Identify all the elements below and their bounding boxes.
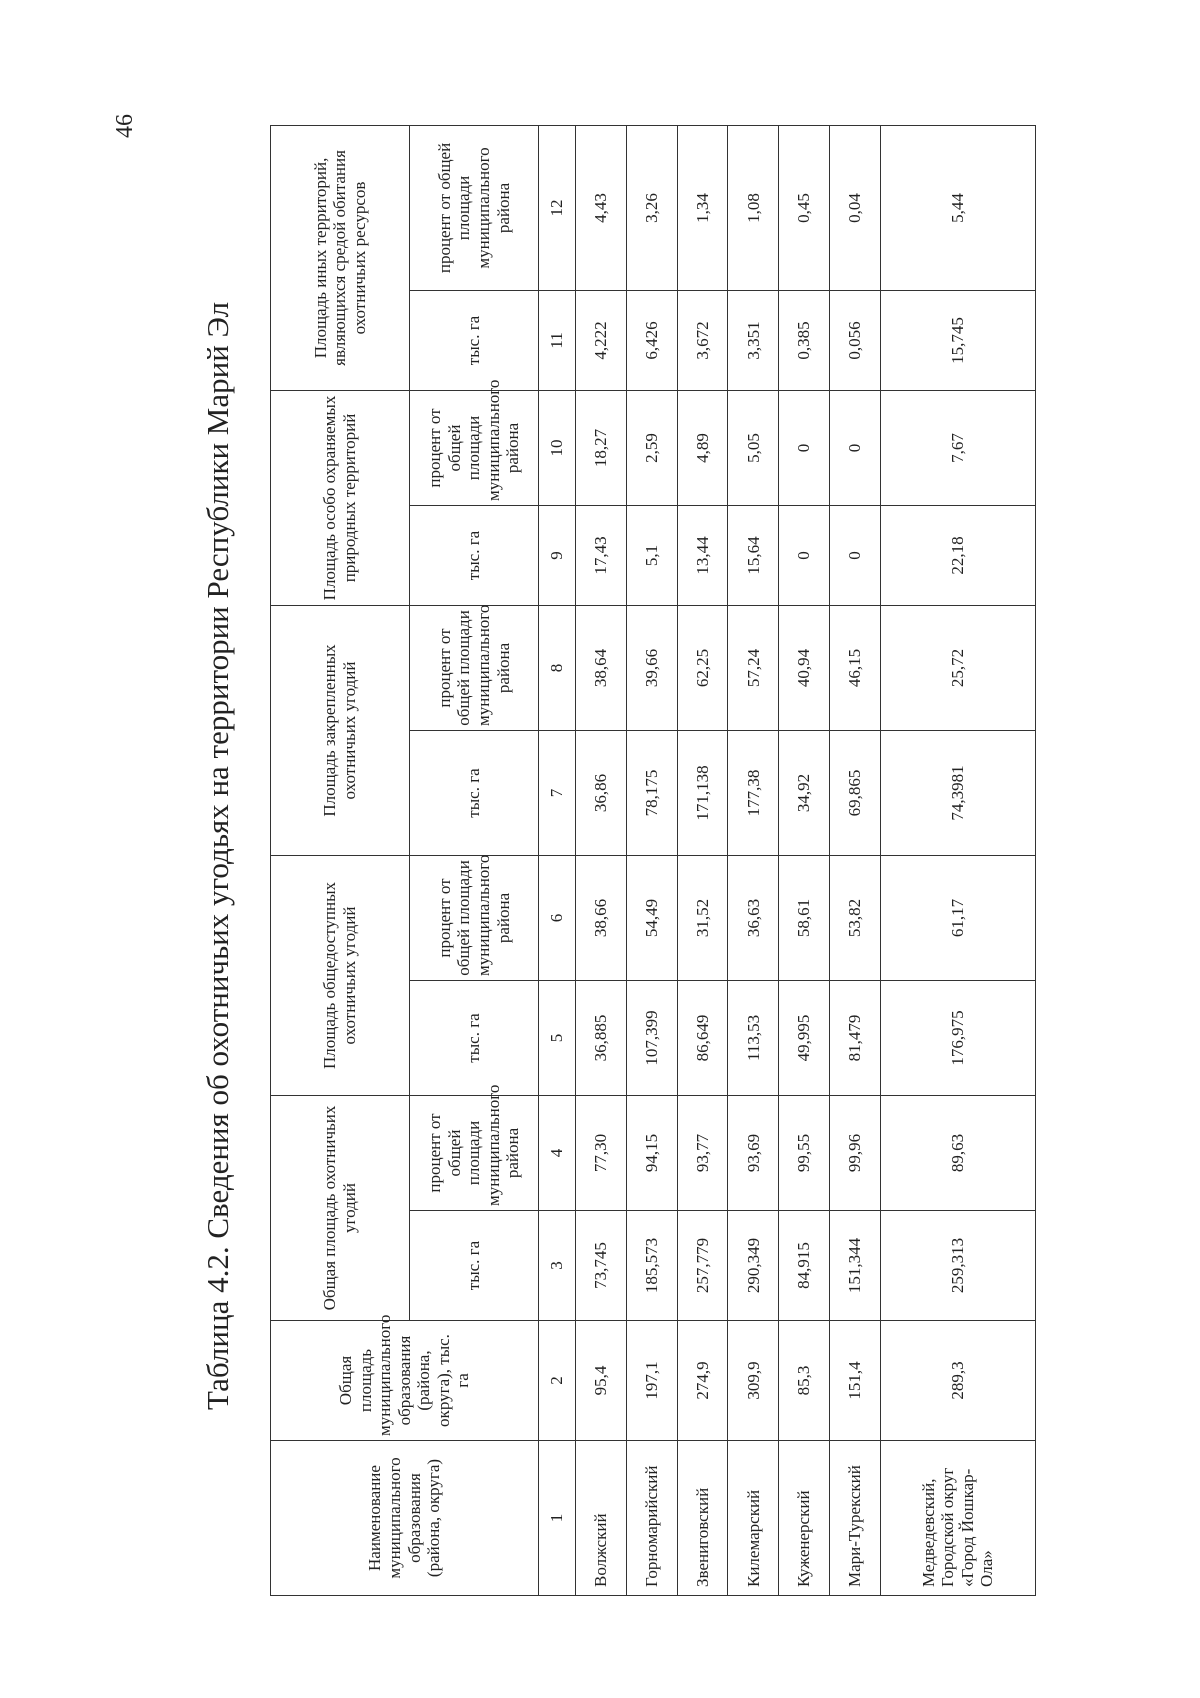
row-municipality-name: Волжский [576, 1441, 627, 1596]
row-municipality-name: Медведевский, Городской округ «Город Йошкар-Ола» [880, 1441, 1035, 1596]
header-group-public-hunting: Площадь общедоступных охотничьих угодий [271, 855, 410, 1095]
column-number: 10 [539, 390, 576, 505]
table-cell: 0 [829, 505, 880, 605]
table-cell: 6,426 [626, 290, 677, 390]
column-number: 4 [539, 1095, 576, 1210]
subheader-area: тыс. га [410, 730, 539, 855]
table-cell: 93,77 [677, 1095, 728, 1210]
table-cell: 36,885 [576, 980, 627, 1095]
table-row [829, 125, 880, 1595]
row-municipality-name: Звениговский [677, 1441, 728, 1596]
table-cell: 39,66 [626, 605, 677, 730]
table-cell: 0,385 [779, 290, 830, 390]
table-cell: 259,313 [880, 1211, 1035, 1321]
table-cell: 34,92 [779, 730, 830, 855]
table-cell: 46,15 [829, 605, 880, 730]
table-cell: 18,27 [576, 390, 627, 505]
table-cell: 7,67 [880, 390, 1035, 505]
table-cell: 73,745 [576, 1211, 627, 1321]
table-cell: 86,649 [677, 980, 728, 1095]
table-cell: 1,34 [677, 125, 728, 290]
table-cell: 85,3 [779, 1321, 830, 1441]
table-cell: 78,175 [626, 730, 677, 855]
column-number: 5 [539, 980, 576, 1095]
hunting-grounds-table [270, 125, 1036, 1596]
table-cell: 74,3981 [880, 730, 1035, 855]
subheader-percent: процент от общей площади муниципального района [410, 390, 539, 505]
table-cell: 151,4 [829, 1321, 880, 1441]
table-cell: 257,779 [677, 1211, 728, 1321]
table-cell: 13,44 [677, 505, 728, 605]
column-number: 11 [539, 290, 576, 390]
subheader-area: тыс. га [410, 1211, 539, 1321]
table-cell: 99,96 [829, 1095, 880, 1210]
table-cell: 0 [779, 390, 830, 505]
table-row [576, 125, 627, 1595]
table-cell: 15,745 [880, 290, 1035, 390]
table-cell: 4,43 [576, 125, 627, 290]
table-cell: 81,479 [829, 980, 880, 1095]
row-municipality-name: Куженерский [779, 1441, 830, 1596]
table-cell: 5,05 [728, 390, 779, 505]
table-cell: 54,49 [626, 855, 677, 980]
table-cell: 99,55 [779, 1095, 830, 1210]
table-cell: 3,26 [626, 125, 677, 290]
table-cell: 290,349 [728, 1211, 779, 1321]
table-cell: 185,573 [626, 1211, 677, 1321]
page-number: 46 [112, 114, 138, 138]
table-cell: 5,44 [880, 125, 1035, 290]
table-cell: 289,3 [880, 1321, 1035, 1441]
table-cell: 3,351 [728, 290, 779, 390]
table-cell: 309,9 [728, 1321, 779, 1441]
table-cell: 274,9 [677, 1321, 728, 1441]
table-cell: 171,138 [677, 730, 728, 855]
subheader-percent: процент от общей площади муниципального района [410, 1095, 539, 1210]
header-group-assigned-hunting: Площадь закрепленных охотничьих угодий [271, 605, 410, 855]
column-number: 7 [539, 730, 576, 855]
table-cell: 0,056 [829, 290, 880, 390]
table-row [626, 125, 677, 1595]
table-cell: 49,995 [779, 980, 830, 1095]
table-cell: 2,59 [626, 390, 677, 505]
table-cell: 4,89 [677, 390, 728, 505]
table-row [728, 125, 779, 1595]
table-cell: 176,975 [880, 980, 1035, 1095]
table-cell: 0 [779, 505, 830, 605]
table-cell: 17,43 [576, 505, 627, 605]
table-cell: 151,344 [829, 1211, 880, 1321]
table-cell: 36,86 [576, 730, 627, 855]
column-number-row [539, 125, 576, 1595]
table-cell: 84,915 [779, 1211, 830, 1321]
subheader-area: тыс. га [410, 980, 539, 1095]
table-cell: 61,17 [880, 855, 1035, 980]
table-cell: 15,64 [728, 505, 779, 605]
table-row [880, 125, 1035, 1595]
column-number: 12 [539, 125, 576, 290]
subheader-percent: процент от общей площади муниципального района [410, 605, 539, 730]
row-municipality-name: Килемарский [728, 1441, 779, 1596]
table-cell: 95,4 [576, 1321, 627, 1441]
table-cell: 0,04 [829, 125, 880, 290]
table-cell: 31,52 [677, 855, 728, 980]
table-cell: 4,222 [576, 290, 627, 390]
header-total-area: Общая площадь муниципального образования (района, округа), тыс. га [271, 1321, 539, 1441]
table-cell: 36,63 [728, 855, 779, 980]
table-row [677, 125, 728, 1595]
table-cell: 62,25 [677, 605, 728, 730]
table-cell: 93,69 [728, 1095, 779, 1210]
subheader-area: тыс. га [410, 290, 539, 390]
column-number: 2 [539, 1321, 576, 1441]
header-group-other-areas: Площадь иных территорий, являющихся средой обитания охотничьих ресурсов [271, 125, 410, 390]
column-number: 3 [539, 1211, 576, 1321]
row-municipality-name: Горномарийский [626, 1441, 677, 1596]
table-cell: 107,399 [626, 980, 677, 1095]
table-container [270, 126, 1036, 1596]
column-number: 8 [539, 605, 576, 730]
table-cell: 113,53 [728, 980, 779, 1095]
table-cell: 38,64 [576, 605, 627, 730]
table-cell: 40,94 [779, 605, 830, 730]
table-cell: 77,30 [576, 1095, 627, 1210]
table-cell: 197,1 [626, 1321, 677, 1441]
table-cell: 69,865 [829, 730, 880, 855]
header-group-protected-areas: Площадь особо охраняемых природных территорий [271, 390, 410, 605]
table-cell: 1,08 [728, 125, 779, 290]
table-cell: 0,45 [779, 125, 830, 290]
subheader-percent: процент от общей площади муниципального района [410, 125, 539, 290]
column-number: 9 [539, 505, 576, 605]
table-cell: 0 [829, 390, 880, 505]
subheader-area: тыс. га [410, 505, 539, 605]
header-group-total-hunting: Общая площадь охотничьих угодий [271, 1095, 410, 1320]
table-cell: 57,24 [728, 605, 779, 730]
header-municipality: Наименование муниципального образования (района, округа) [271, 1441, 539, 1596]
table-cell: 5,1 [626, 505, 677, 605]
table-cell: 58,61 [779, 855, 830, 980]
table-cell: 25,72 [880, 605, 1035, 730]
table-cell: 177,38 [728, 730, 779, 855]
column-number: 6 [539, 855, 576, 980]
table-cell: 94,15 [626, 1095, 677, 1210]
table-cell: 53,82 [829, 855, 880, 980]
table-cell: 3,672 [677, 290, 728, 390]
table-title: Таблица 4.2. Сведения об охотничьих угодьях на территории Республики Марий Эл [200, 301, 235, 1410]
column-number: 1 [539, 1441, 576, 1596]
subheader-percent: процент от общей площади муниципального района [410, 855, 539, 980]
table-cell: 22,18 [880, 505, 1035, 605]
row-municipality-name: Мари-Турекский [829, 1441, 880, 1596]
table-cell: 89,63 [880, 1095, 1035, 1210]
table-cell: 38,66 [576, 855, 627, 980]
table-body [576, 125, 1036, 1595]
table-row [779, 125, 830, 1595]
